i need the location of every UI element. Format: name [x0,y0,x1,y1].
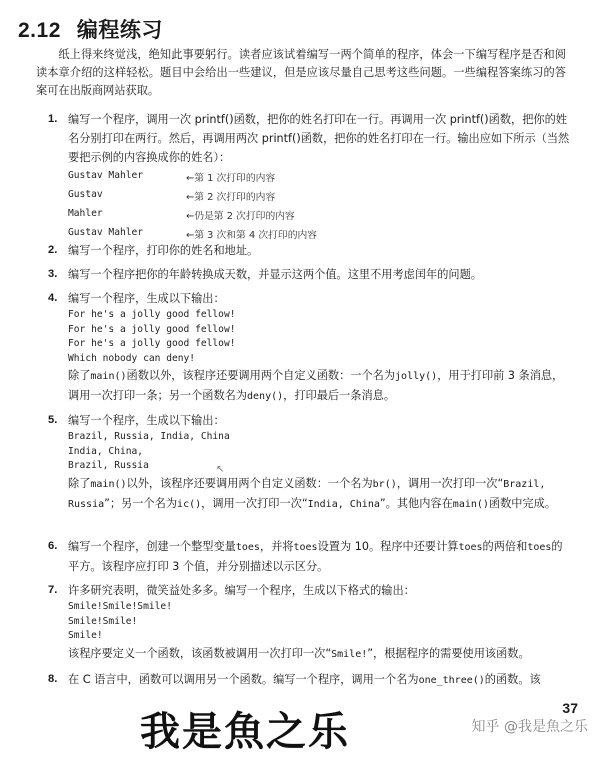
exercise-text: 编写一个程序，调用一次 printf()函数，把你的姓名打印在一行。再调用一次 printf()函数，把你的姓名分别打印在两行。然后，再调用两次 printf()函数，把你的姓名打印在一行。输出应如下所示（当然要把示例的内容换成你的姓名）： [68,113,570,164]
output-code: Gustav Mahler [68,227,144,238]
exercise-number: 5. [48,414,58,426]
sample-output: Brazil, Russia, India, China India, China, Brazil, Russia [68,431,230,471]
exercise-number: 7. [48,584,58,596]
exercise-number: 2. [48,244,58,256]
exercise-text: 编写一个程序，生成以下输出： [68,292,225,305]
exercise-text: 编写一个程序，生成以下输出： [68,414,225,427]
sample-output [68,169,570,245]
exercise-text: 编写一个程序，打印你的姓名和地址。 [68,244,259,257]
exercise-1 [48,110,570,245]
exercise-text: 编写一个程序把你的年龄转换成天数，并显示这两个值。这里不用考虑闰年的问题。 [68,268,482,281]
sample-output: Smile!Smile!Smile! Smile!Smile! Smile! [68,601,172,641]
output-note: ←仍是第 2 次打印的内容 [186,211,295,222]
section-heading [18,14,163,44]
exercise-7 [48,581,570,664]
exercise-8 [48,670,570,690]
output-row [68,207,570,226]
exercise-description: 除了main()以外，该程序还要调用两个自定义函数：一个名为br()，调用一次打印一次“Brazil, Russia”；另一个名为ic()，调用一次打印一次“India, China”。其他内容在main()函数中完成。 [68,476,557,510]
zhihu-attribution: 知乎 @我是魚之乐 [471,719,588,735]
exercise-description: 该程序要定义一个函数，该函数被调用一次打印一次“Smile!”，根据程序的需要使用该函数。 [68,646,530,660]
output-code: Gustav [68,189,103,200]
exercise-2 [48,241,570,260]
exercise-text: 许多研究表明，微笑益处多多。编写一个程序，生成以下格式的输出： [68,584,415,597]
exercise-description: 除了main()函数以外，该程序还要调用两个自定义函数：一个名为jolly()，用于打印前 3 条消息，调用一次打印一条；另一个函数名为deny()，打印最后一条消息。 [68,369,564,402]
output-code: Mahler [68,208,103,219]
exercise-text: 编写一个程序，创建一个整型变量toes，并将toes设置为 10。程序中还要计算toes的两倍和toes的平方。该程序应打印 3 个值，并分别描述以示区分。 [68,540,563,573]
output-row [68,188,570,207]
exercise-number: 1. [48,113,58,125]
output-note: ←第 3 次和第 4 次打印的内容 [186,230,318,241]
exercise-number: 8. [48,673,58,685]
watermark-text: 我是魚之乐 [140,709,350,755]
output-code: Gustav Mahler [68,170,144,181]
exercise-5 [48,411,570,514]
exercise-number: 6. [48,540,58,552]
intro-paragraph [36,46,566,100]
section-number: 2.12 [18,19,61,42]
exercise-3 [48,265,570,284]
mouse-cursor-icon: ↖ [216,464,225,475]
exercise-number: 4. [48,292,58,304]
output-row [68,169,570,188]
intro-text: 纸上得来终觉浅，绝知此事要躬行。读者应该试着编写一两个简单的程序，体会一下编写程序是否和阅读本章介绍的这样轻松。题目中会给出一些建议，但是应该尽量自己思考这些问题。一些编程答案练习的答案可在出版商网站获取。 [36,48,566,97]
output-note: ←第 1 次打印的内容 [186,173,276,184]
output-note: ←第 2 次打印的内容 [186,192,276,203]
exercise-4 [48,289,570,406]
exercise-text: 在 C 语言中，函数可以调用另一个函数。编写一个程序，调用一个名为one_three()的函数。该 [68,673,541,686]
sample-output: For he's a jolly good fellow! For he's a jolly good fellow! For he's a jolly good fellow! Which nobody can deny! [68,309,236,364]
section-title: 编程练习 [76,18,163,42]
exercise-6 [48,537,570,576]
page-number: 37 [562,700,578,716]
exercise-number: 3. [48,268,58,280]
